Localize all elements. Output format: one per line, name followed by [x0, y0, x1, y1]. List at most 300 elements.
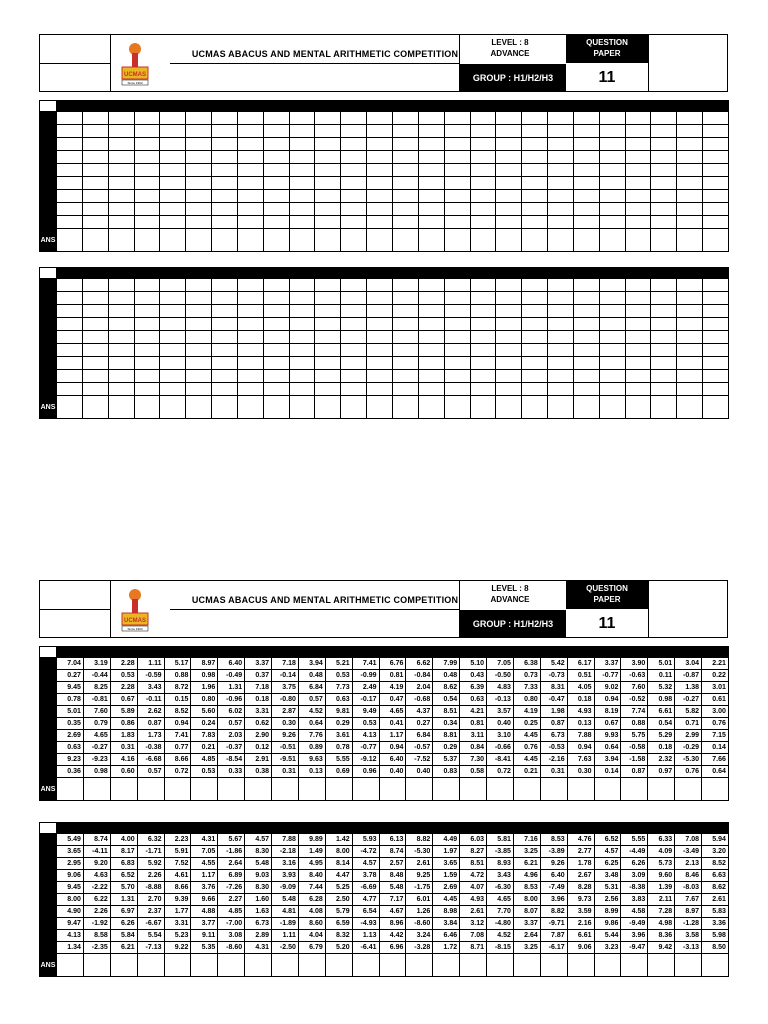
number-cell: 9.03	[245, 870, 272, 882]
number-cell	[134, 344, 160, 357]
number-cell	[573, 344, 599, 357]
answer-cell	[379, 778, 406, 801]
level-label	[460, 583, 560, 605]
number-cell: -3.13	[675, 942, 702, 954]
number-cell: 2.21	[702, 658, 729, 670]
number-cell	[625, 190, 651, 203]
number-cell	[496, 357, 522, 370]
number-cell	[703, 331, 729, 344]
grid-header-cell	[191, 647, 218, 658]
grid-header-cell	[513, 647, 540, 658]
answer-cell	[108, 229, 134, 252]
number-cell	[677, 138, 703, 151]
number-cell: 0.18	[245, 694, 272, 706]
grid-header-cell	[191, 823, 218, 834]
table-row	[40, 370, 729, 383]
number-cell: 0.64	[594, 742, 621, 754]
grid-header-cell	[703, 268, 729, 279]
number-cell: 6.17	[567, 658, 594, 670]
number-cell	[212, 112, 238, 125]
number-cell: 3.76	[191, 882, 218, 894]
number-cell	[315, 151, 341, 164]
grid-header-cell	[379, 823, 406, 834]
row-marker	[40, 706, 57, 718]
number-cell: 2.61	[702, 894, 729, 906]
number-cell: 3.94	[298, 658, 325, 670]
number-cell: 9.45	[57, 882, 84, 894]
number-cell: -0.87	[675, 670, 702, 682]
table-row	[40, 164, 729, 177]
number-cell	[367, 383, 393, 396]
number-cell: 6.59	[325, 918, 352, 930]
number-cell	[212, 357, 238, 370]
number-cell: -0.57	[406, 742, 433, 754]
grid-header-cell	[567, 647, 594, 658]
ans-label: ANS	[40, 396, 57, 419]
grid-header-cell	[621, 823, 648, 834]
number-cell	[470, 331, 496, 344]
number-cell	[212, 177, 238, 190]
ans-label: ANS	[40, 954, 57, 977]
grid-header-cell	[352, 823, 379, 834]
grid-header-cell	[487, 647, 514, 658]
divider	[40, 63, 110, 64]
number-cell: 1.98	[540, 706, 567, 718]
number-cell: -5.30	[406, 846, 433, 858]
number-cell: 7.17	[379, 894, 406, 906]
number-cell	[418, 279, 444, 292]
number-cell: 0.98	[648, 694, 675, 706]
number-cell	[625, 125, 651, 138]
number-cell: 7.05	[191, 846, 218, 858]
answer-cell	[418, 229, 444, 252]
number-cell	[392, 370, 418, 383]
number-cell	[522, 112, 548, 125]
number-cell: -3.85	[487, 846, 514, 858]
grid-header-cell	[263, 268, 289, 279]
number-cell	[341, 305, 367, 318]
number-cell: -1.71	[137, 846, 164, 858]
level-name: ADVANCE	[490, 49, 530, 58]
number-cell: 1.77	[164, 906, 191, 918]
number-cell	[263, 125, 289, 138]
number-cell	[599, 164, 625, 177]
number-cell	[82, 383, 108, 396]
number-cell	[212, 383, 238, 396]
number-cell	[263, 318, 289, 331]
number-cell	[341, 112, 367, 125]
number-cell: -0.11	[137, 694, 164, 706]
grid-header-cell	[57, 101, 83, 112]
number-cell: 6.26	[110, 918, 137, 930]
number-cell: 4.93	[567, 706, 594, 718]
number-cell: 0.81	[379, 670, 406, 682]
number-cell	[651, 177, 677, 190]
number-cell	[444, 279, 470, 292]
number-cell: 0.60	[110, 766, 137, 778]
grid-header-cell	[522, 268, 548, 279]
number-cell	[677, 190, 703, 203]
answer-cell	[433, 954, 460, 977]
number-cell: 4.61	[164, 870, 191, 882]
number-cell	[573, 216, 599, 229]
number-cell: 7.52	[164, 858, 191, 870]
number-cell: 0.63	[460, 694, 487, 706]
number-cell: 0.81	[460, 718, 487, 730]
grid-header-cell	[703, 101, 729, 112]
number-cell: 0.76	[702, 718, 729, 730]
number-cell: 3.16	[272, 858, 299, 870]
number-cell	[57, 344, 83, 357]
answer-cell	[702, 778, 729, 801]
grid-header-cell	[496, 268, 522, 279]
number-cell	[186, 151, 212, 164]
number-cell	[341, 344, 367, 357]
answer-cell	[548, 396, 574, 419]
number-cell: 5.49	[57, 834, 84, 846]
answer-cell	[272, 778, 299, 801]
answer-cell	[110, 954, 137, 977]
table-row	[40, 344, 729, 357]
grid-header-cell	[218, 647, 245, 658]
table-row	[40, 870, 729, 882]
number-cell: 7.05	[487, 658, 514, 670]
row-marker	[40, 846, 57, 858]
number-cell: 4.45	[513, 730, 540, 742]
grid-header-cell	[522, 101, 548, 112]
number-cell	[677, 151, 703, 164]
number-cell: 0.29	[325, 718, 352, 730]
number-cell: 5.17	[164, 658, 191, 670]
answer-cell	[263, 229, 289, 252]
row-marker	[40, 858, 57, 870]
number-cell	[677, 292, 703, 305]
row-marker	[40, 742, 57, 754]
number-cell	[186, 125, 212, 138]
answer-cell	[341, 229, 367, 252]
grid-header-cell	[83, 823, 110, 834]
number-cell: -0.17	[352, 694, 379, 706]
number-cell	[418, 216, 444, 229]
answer-cell	[567, 954, 594, 977]
number-cell	[263, 383, 289, 396]
number-cell	[522, 138, 548, 151]
number-cell: 8.50	[702, 942, 729, 954]
table-row	[40, 930, 729, 942]
number-cell: 0.94	[594, 694, 621, 706]
number-cell: 3.83	[621, 894, 648, 906]
number-cell: 4.96	[513, 870, 540, 882]
number-cell	[651, 305, 677, 318]
number-cell	[108, 112, 134, 125]
number-cell	[703, 305, 729, 318]
question-grid-1	[39, 646, 729, 801]
number-cell	[237, 112, 263, 125]
number-cell: 5.82	[675, 706, 702, 718]
number-cell	[677, 370, 703, 383]
number-cell: 1.31	[110, 894, 137, 906]
number-cell: 4.31	[245, 942, 272, 954]
answer-cell	[83, 954, 110, 977]
number-cell: 3.58	[675, 930, 702, 942]
grid-header-cell	[83, 647, 110, 658]
number-cell: 0.48	[298, 670, 325, 682]
number-cell: -0.29	[675, 742, 702, 754]
answer-cell	[487, 954, 514, 977]
answer-cell	[57, 778, 84, 801]
number-cell: 4.65	[379, 706, 406, 718]
number-cell: 9.26	[540, 858, 567, 870]
table-row	[40, 918, 729, 930]
table-row	[40, 357, 729, 370]
grid-header-cell	[164, 823, 191, 834]
number-cell: 4.16	[110, 754, 137, 766]
number-cell	[470, 125, 496, 138]
number-cell: 0.31	[540, 766, 567, 778]
number-cell	[548, 331, 574, 344]
answer-cell	[625, 229, 651, 252]
number-cell	[160, 203, 186, 216]
number-cell	[108, 292, 134, 305]
table-row	[40, 318, 729, 331]
number-cell	[289, 370, 315, 383]
number-cell	[160, 370, 186, 383]
number-cell: 0.73	[513, 670, 540, 682]
number-cell: -0.77	[594, 670, 621, 682]
answer-cell	[237, 229, 263, 252]
number-cell: 0.53	[352, 718, 379, 730]
number-cell: 4.65	[83, 730, 110, 742]
number-cell: 1.31	[218, 682, 245, 694]
number-cell: 3.59	[567, 906, 594, 918]
number-cell	[496, 292, 522, 305]
number-cell: -0.81	[83, 694, 110, 706]
table-row	[40, 906, 729, 918]
number-cell: 8.53	[540, 834, 567, 846]
number-cell	[677, 383, 703, 396]
number-cell: 8.97	[191, 658, 218, 670]
number-cell	[470, 190, 496, 203]
number-cell: 5.75	[621, 730, 648, 742]
answer-cell	[677, 396, 703, 419]
grid-header-cell	[444, 268, 470, 279]
number-cell	[444, 344, 470, 357]
number-cell	[625, 305, 651, 318]
grid-header-cell	[298, 823, 325, 834]
number-cell	[315, 370, 341, 383]
grid-header-cell	[298, 647, 325, 658]
number-cell	[212, 318, 238, 331]
grid-header-cell	[540, 823, 567, 834]
grid-header-cell	[648, 823, 675, 834]
number-cell: 8.07	[513, 906, 540, 918]
number-cell	[573, 203, 599, 216]
answer-cell	[513, 778, 540, 801]
number-cell	[263, 203, 289, 216]
number-cell: 5.21	[325, 658, 352, 670]
number-cell	[367, 125, 393, 138]
number-cell	[703, 138, 729, 151]
number-cell: 3.09	[621, 870, 648, 882]
divider	[170, 609, 459, 610]
number-cell: -2.35	[83, 942, 110, 954]
number-cell	[289, 216, 315, 229]
number-cell: 2.28	[110, 658, 137, 670]
number-cell: -0.44	[83, 670, 110, 682]
grid-header-cell	[677, 101, 703, 112]
number-cell	[289, 383, 315, 396]
grid-header-cell	[315, 268, 341, 279]
number-cell: 4.19	[513, 706, 540, 718]
number-cell	[108, 383, 134, 396]
grid-header-cell	[573, 268, 599, 279]
number-cell: 0.87	[621, 766, 648, 778]
number-cell: 7.41	[164, 730, 191, 742]
number-cell	[599, 331, 625, 344]
number-cell	[108, 151, 134, 164]
number-cell: 0.83	[433, 766, 460, 778]
number-cell: 8.31	[540, 682, 567, 694]
number-cell	[703, 112, 729, 125]
svg-text:Since 1993: Since 1993	[127, 627, 143, 631]
number-cell	[548, 370, 574, 383]
number-cell: 9.39	[164, 894, 191, 906]
number-cell	[625, 216, 651, 229]
number-cell	[392, 164, 418, 177]
number-cell	[57, 305, 83, 318]
number-cell: 7.87	[540, 930, 567, 942]
number-cell	[160, 331, 186, 344]
number-cell: 7.30	[460, 754, 487, 766]
number-cell: 7.15	[702, 730, 729, 742]
number-cell: -6.68	[137, 754, 164, 766]
number-cell	[237, 383, 263, 396]
number-cell	[548, 292, 574, 305]
number-cell: -0.96	[218, 694, 245, 706]
number-cell: 0.84	[460, 742, 487, 754]
number-cell	[522, 344, 548, 357]
number-cell	[496, 318, 522, 331]
grid-header-cell	[218, 823, 245, 834]
answer-cell	[134, 229, 160, 252]
number-cell: 7.18	[245, 682, 272, 694]
grid-header-cell	[263, 101, 289, 112]
table-row	[40, 706, 729, 718]
number-cell	[496, 344, 522, 357]
number-cell: 2.70	[137, 894, 164, 906]
number-cell: 0.15	[164, 694, 191, 706]
number-cell	[651, 164, 677, 177]
number-cell: 8.52	[702, 858, 729, 870]
number-cell: -1.89	[272, 918, 299, 930]
number-cell: -7.26	[218, 882, 245, 894]
number-cell	[392, 203, 418, 216]
number-cell	[160, 177, 186, 190]
number-cell: 8.48	[379, 870, 406, 882]
grid-header-cell	[513, 823, 540, 834]
number-cell	[315, 344, 341, 357]
number-cell	[470, 292, 496, 305]
number-cell	[470, 305, 496, 318]
number-cell: 0.53	[191, 766, 218, 778]
number-cell: 7.08	[460, 930, 487, 942]
number-cell	[341, 279, 367, 292]
number-cell	[57, 125, 83, 138]
number-cell	[315, 190, 341, 203]
number-cell: 0.21	[513, 766, 540, 778]
number-cell: 2.11	[648, 894, 675, 906]
header-top	[39, 34, 728, 92]
number-cell: 0.30	[567, 766, 594, 778]
number-cell: 0.98	[191, 670, 218, 682]
grid-header-cell	[594, 823, 621, 834]
number-cell: 1.73	[137, 730, 164, 742]
answer-cell	[191, 778, 218, 801]
number-cell: 6.03	[460, 834, 487, 846]
number-cell: 6.40	[540, 870, 567, 882]
number-cell: -0.27	[675, 694, 702, 706]
grid-header-cell	[648, 647, 675, 658]
grid-header-cell	[487, 823, 514, 834]
number-cell: 0.57	[137, 766, 164, 778]
number-cell: 0.78	[325, 742, 352, 754]
number-cell	[160, 383, 186, 396]
grid-header-cell	[40, 101, 57, 112]
number-cell	[212, 138, 238, 151]
number-cell	[573, 357, 599, 370]
row-marker	[40, 918, 57, 930]
number-cell	[263, 305, 289, 318]
number-cell	[315, 357, 341, 370]
answer-cell	[470, 396, 496, 419]
number-cell	[470, 318, 496, 331]
answer-cell	[164, 778, 191, 801]
number-cell	[212, 331, 238, 344]
number-cell: -0.47	[540, 694, 567, 706]
number-cell	[651, 370, 677, 383]
number-cell: 8.82	[540, 906, 567, 918]
number-cell: -1.86	[218, 846, 245, 858]
number-cell: 3.04	[675, 658, 702, 670]
number-cell: 2.32	[648, 754, 675, 766]
number-cell	[677, 318, 703, 331]
number-cell: 1.11	[137, 658, 164, 670]
number-cell	[108, 279, 134, 292]
number-cell	[392, 138, 418, 151]
number-cell: 0.80	[513, 694, 540, 706]
number-cell	[82, 164, 108, 177]
number-cell: 8.32	[325, 930, 352, 942]
number-cell	[522, 203, 548, 216]
answer-cell	[573, 396, 599, 419]
number-cell	[263, 279, 289, 292]
number-cell	[134, 331, 160, 344]
number-cell	[548, 125, 574, 138]
table-row	[40, 682, 729, 694]
number-cell: 0.48	[433, 670, 460, 682]
number-cell: 0.33	[218, 766, 245, 778]
number-cell	[57, 112, 83, 125]
number-cell	[212, 203, 238, 216]
number-cell	[134, 292, 160, 305]
number-cell: 5.01	[57, 706, 84, 718]
number-cell: 5.01	[648, 658, 675, 670]
number-cell: 6.73	[245, 918, 272, 930]
number-cell: 0.57	[218, 718, 245, 730]
number-cell	[470, 112, 496, 125]
number-cell: -9.09	[272, 882, 299, 894]
row-marker	[40, 164, 57, 177]
